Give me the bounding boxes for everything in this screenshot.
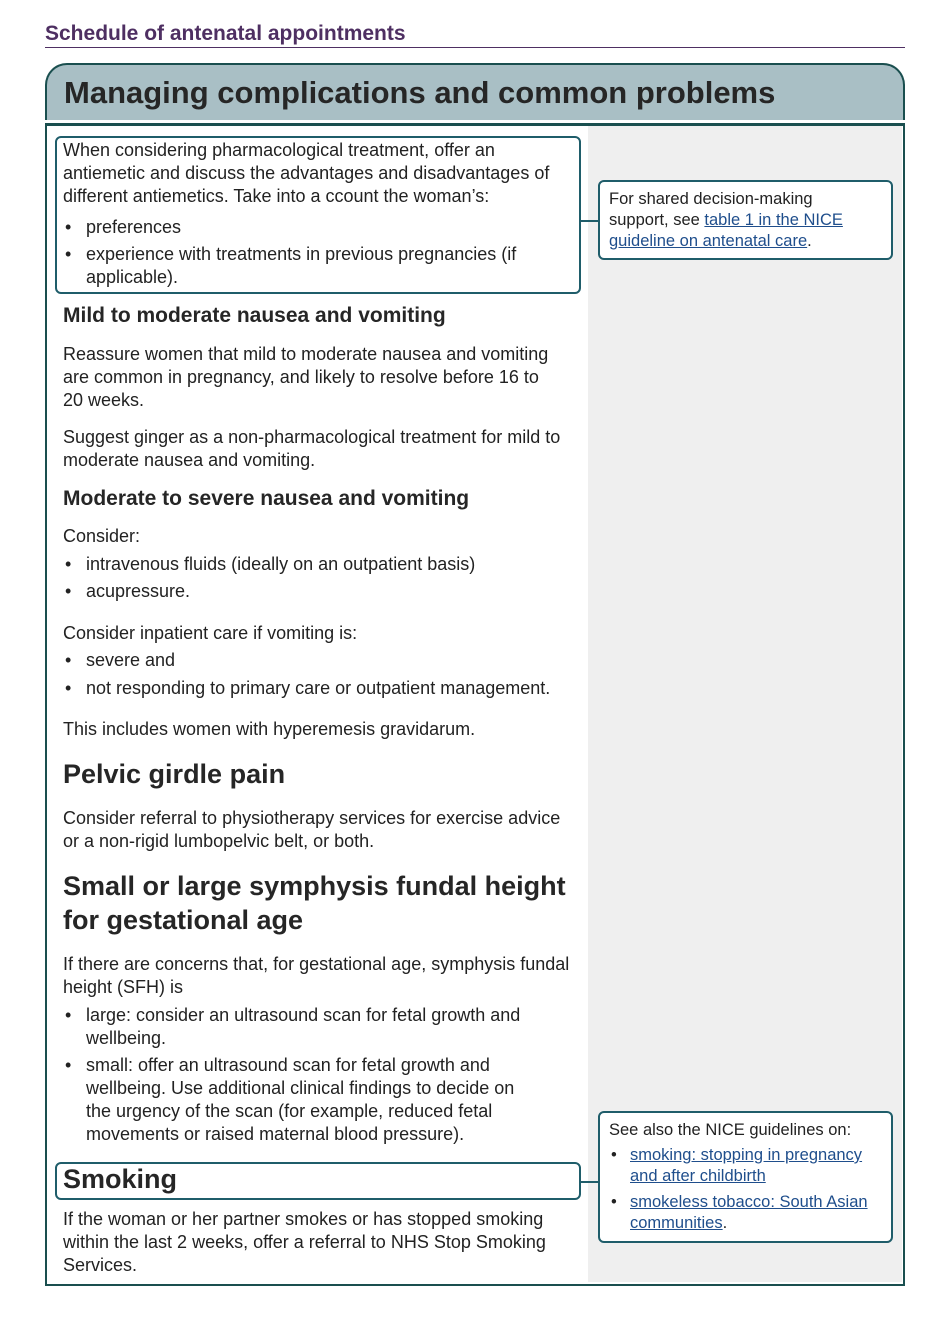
list-item: • not responding to primary care or outpatient management.: [63, 677, 568, 700]
consider-label: Consider:: [63, 526, 141, 546]
side-note-content: [609, 1120, 881, 1239]
list-item: • acupressure.: [63, 580, 568, 603]
pelvic-heading: Pelvic girdle pain: [63, 759, 286, 789]
list-item: • smokeless tobacco: South Asian communities.: [609, 1192, 881, 1234]
consider-list: [63, 553, 568, 603]
smoking-text: If the woman or her partner smokes or has stopped smoking within the last 2 weeks, offer a referral to NHS Stop Smoking Services.: [63, 1209, 546, 1275]
list-item: • experience with treatments in previous pregnancies (if applicable).: [63, 243, 558, 289]
section-title: Managing complications and common problems: [64, 75, 776, 110]
connector-line: [579, 220, 599, 222]
inpatient-label: Consider inpatient care if vomiting is:: [63, 623, 358, 643]
mild-paragraph-1: Reassure women that mild to moderate nausea and vomiting are common in pregnancy, and likely to resolve before 16 to 20 weeks.: [63, 344, 549, 410]
pelvic-text: Consider referral to physiotherapy services for exercise advice or a non-rigid lumbopelvic belt, or both.: [63, 808, 561, 851]
hyperemesis-note: This includes women with hyperemesis gravidarum.: [63, 719, 476, 739]
sfh-list: [63, 1004, 543, 1146]
list-item: • preferences: [63, 216, 558, 239]
smoking-heading: Smoking: [63, 1164, 178, 1194]
intro-text: When considering pharmacological treatment, offer an antiemetic and discuss the advantages and disadvantages of different antiemetics. Take into a ccount the woman’s:: [63, 140, 550, 206]
side-note-links: [609, 1145, 881, 1234]
intro-list: [63, 216, 558, 289]
side-column: [588, 126, 902, 1282]
list-item: [609, 1145, 881, 1187]
side-note-smoking: [598, 1111, 893, 1243]
list-item: • large: consider an ultrasound scan for fetal growth and wellbeing.: [63, 1004, 543, 1050]
list-item: • intravenous fluids (ideally on an outpatient basis): [63, 553, 568, 576]
connector-line: [579, 1181, 599, 1183]
inpatient-list: [63, 649, 568, 700]
section-title-bar: [45, 63, 905, 120]
side-note-intro: See also the NICE guidelines on:: [609, 1121, 852, 1139]
smokeless-tobacco-link[interactable]: smokeless tobacco: South Asian communities: [630, 1193, 868, 1232]
smoking-pregnancy-link[interactable]: smoking: stopping in pregnancy and after childbirth: [630, 1146, 863, 1185]
side-note-decision: [598, 180, 893, 260]
severe-heading: Moderate to severe nausea and vomiting: [63, 487, 470, 510]
page-header: Schedule of antenatal appointments: [45, 20, 905, 48]
sfh-text: If there are concerns that, for gestational age, symphysis fundal height (SFH) is: [63, 954, 570, 997]
antenatal-care-link[interactable]: table 1 in the NICE guideline on antenatal care: [609, 211, 843, 250]
mild-heading: Mild to moderate nausea and vomiting: [63, 304, 446, 327]
side-note-text: For shared decision-making support, see table 1 in the NICE guideline on antenatal care.: [609, 190, 843, 250]
list-item: • small: offer an ultrasound scan for fetal growth and wellbeing. Use additional clinical findings to decide on the urgency of the scan (for example, reduced fetal movements or raised maternal blood pressure).: [63, 1054, 543, 1146]
mild-paragraph-2: Suggest ginger as a non-pharmacological treatment for mild to moderate nausea and vomiting.: [63, 427, 561, 470]
sfh-heading: Small or large symphysis fundal height for gestational age: [63, 871, 566, 935]
list-item: • severe and: [63, 649, 568, 672]
